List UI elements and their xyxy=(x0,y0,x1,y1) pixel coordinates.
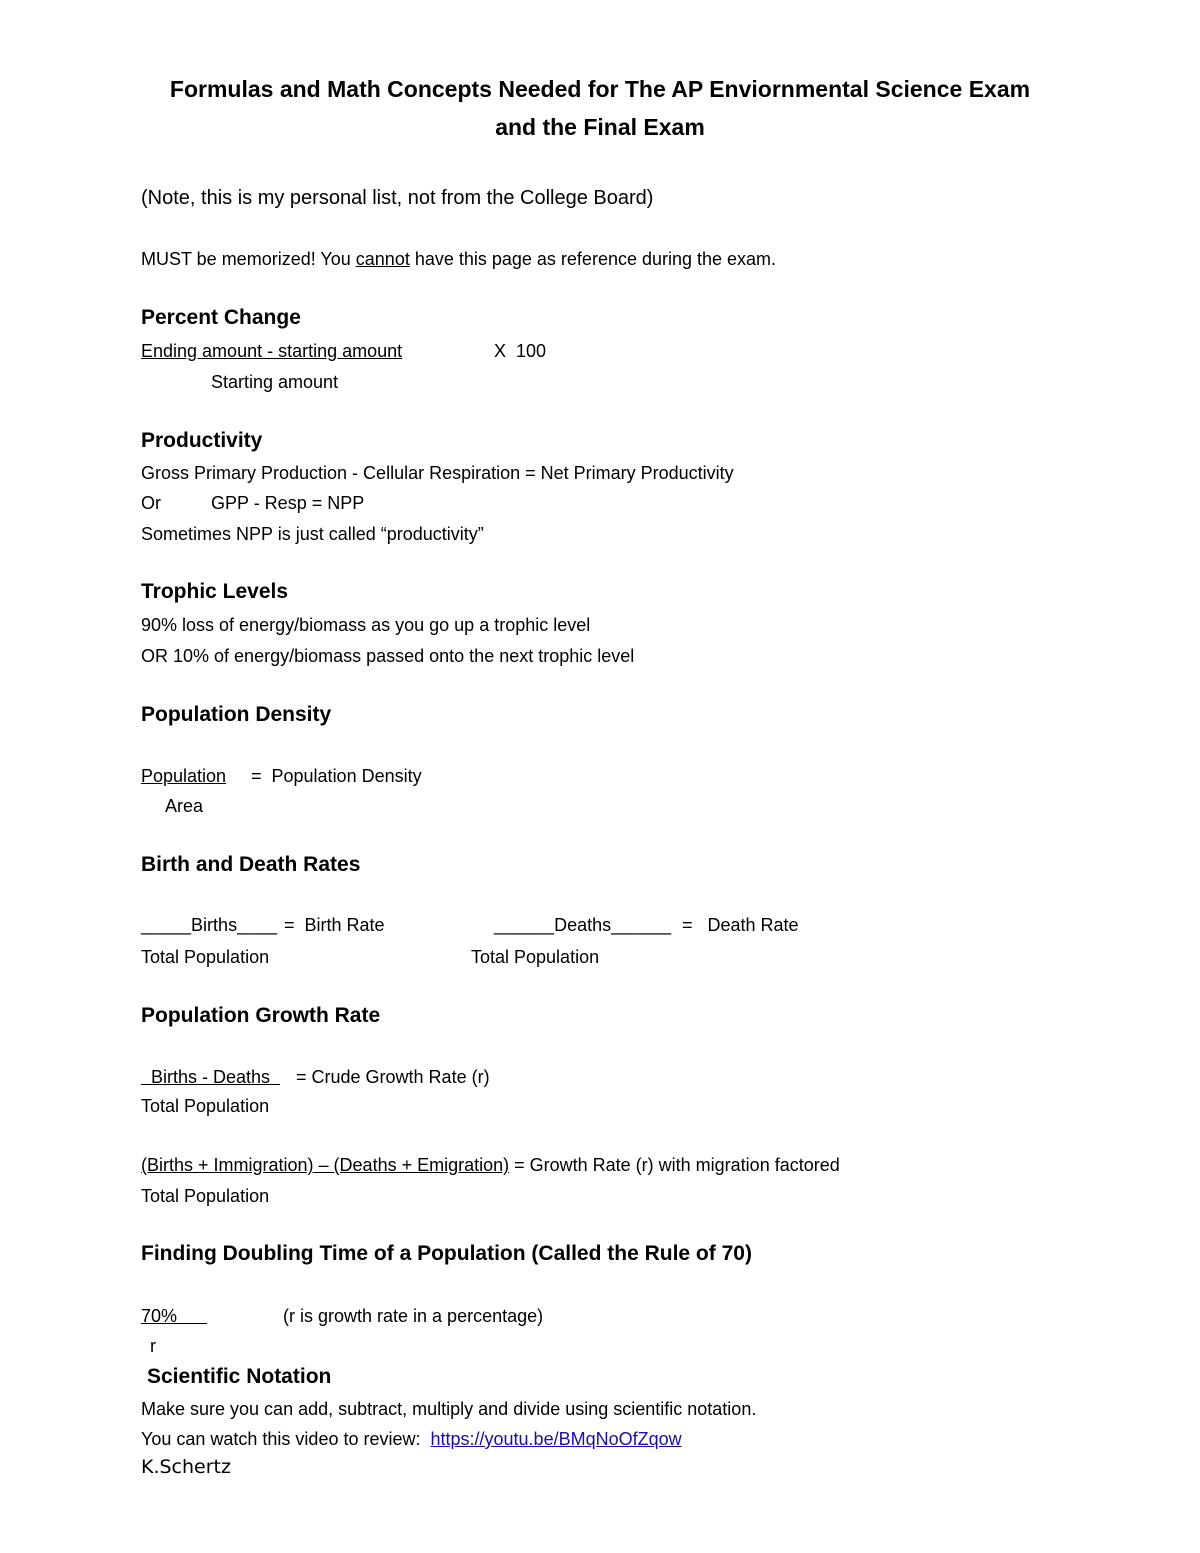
migration-growth-numerator: (Births + Immigration) – (Deaths + Emigration) xyxy=(141,1155,510,1175)
document-title-line-2: and the Final Exam xyxy=(495,114,705,140)
doubling-time-heading: Finding Doubling Time of a Population (Called the Rule of 70) xyxy=(141,1242,752,1265)
population-density-denominator: Area xyxy=(165,796,204,816)
doubling-time-denominator: r xyxy=(150,1336,156,1356)
doubling-time-note: (r is growth rate in a percentage) xyxy=(283,1306,544,1326)
memorize-warning-emphasis: cannot xyxy=(355,249,410,269)
birth-rate-numerator: _____Births____ xyxy=(141,915,278,935)
birth-rate-denominator: Total Population xyxy=(141,947,270,967)
doubling-time-numerator: 70% xyxy=(141,1306,208,1326)
crude-growth-numerator: Births - Deaths xyxy=(141,1067,281,1087)
memorize-warning-text: MUST be memorized! You xyxy=(141,249,356,269)
productivity-note: Sometimes NPP is just called “productivity” xyxy=(141,524,484,544)
memorize-warning xyxy=(141,248,776,270)
percent-change-denominator: Starting amount xyxy=(211,372,339,392)
productivity-formula-abbrev: GPP - Resp = NPP xyxy=(211,493,365,513)
birth-rate-result: = Birth Rate xyxy=(284,915,385,935)
death-rate-denominator: Total Population xyxy=(471,947,600,967)
migration-growth-formula xyxy=(141,1154,840,1176)
personal-list-note: (Note, this is my personal list, not from the College Board) xyxy=(141,187,654,209)
population-growth-heading: Population Growth Rate xyxy=(141,1004,381,1027)
birth-death-rates-heading: Birth and Death Rates xyxy=(141,853,361,876)
crude-growth-result: = Crude Growth Rate (r) xyxy=(296,1067,490,1087)
trophic-levels-line-1: 90% loss of energy/biomass as you go up a trophic level xyxy=(141,615,591,635)
death-rate-result: = Death Rate xyxy=(682,915,799,935)
trophic-levels-heading: Trophic Levels xyxy=(141,580,289,603)
scientific-notation-line-2 xyxy=(141,1428,682,1450)
trophic-levels-line-2: OR 10% of energy/biomass passed onto the next trophic level xyxy=(141,646,635,666)
population-density-heading: Population Density xyxy=(141,703,332,726)
productivity-heading: Productivity xyxy=(141,429,263,452)
scientific-notation-line-1: Make sure you can add, subtract, multiply and divide using scientific notation. xyxy=(141,1399,757,1419)
memorize-warning-text-end: have this page as reference during the exam. xyxy=(409,249,777,269)
population-density-result: = Population Density xyxy=(251,766,422,786)
percent-change-multiplier: X 100 xyxy=(494,341,547,361)
productivity-formula-words: Gross Primary Production - Cellular Respiration = Net Primary Productivity xyxy=(141,463,734,483)
percent-change-heading: Percent Change xyxy=(141,306,301,329)
percent-change-numerator: Ending amount - starting amount xyxy=(141,341,403,361)
author-signature: K.Schertz xyxy=(141,1456,231,1478)
crude-growth-denominator: Total Population xyxy=(141,1096,270,1116)
scientific-notation-heading: Scientific Notation xyxy=(147,1365,332,1388)
migration-growth-denominator: Total Population xyxy=(141,1186,270,1206)
video-review-link[interactable]: https://youtu.be/BMqNoOfZqow xyxy=(430,1429,682,1449)
migration-growth-result: = Growth Rate (r) with migration factored xyxy=(509,1155,840,1175)
productivity-or-label: Or xyxy=(141,493,161,513)
document-title-line-1: Formulas and Math Concepts Needed for The AP Enviornmental Science Exam xyxy=(169,76,1031,102)
video-review-text: You can watch this video to review: xyxy=(141,1429,431,1449)
death-rate-numerator: ______Deaths______ xyxy=(494,915,672,935)
population-density-numerator: Population xyxy=(141,766,227,786)
